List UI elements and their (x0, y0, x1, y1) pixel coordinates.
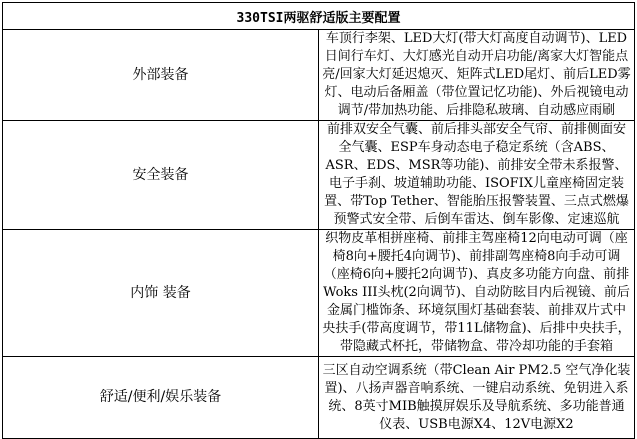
table-row-interior (3, 230, 635, 357)
table-title: 330TSI两驱舒适版主要配置 (3, 3, 635, 30)
category-interior: 内饰 装备 (3, 230, 319, 357)
content-exterior: 车顶行李架、LED大灯(带大灯高度自动调节)、LED日间行车灯、大灯感光自动开启功能/离家大灯智能点亮/回家大灯延迟熄灭、矩阵式LED尾灯、前后LED雾灯、电动后备厢盖（带位置记忆功能)、外后视镜电动调节/带加热功能、后排隐私玻璃、自动感应雨刷 (319, 30, 635, 121)
category-comfort: 舒适/便利/娱乐装备 (3, 357, 319, 439)
table-row-exterior (3, 30, 635, 121)
title-row (3, 3, 635, 30)
content-safety: 前排双安全气囊、前后排头部安全气帘、前排侧面安全气囊、ESP车身动态电子稳定系统（含ABS、ASR、EDS、MSR等功能)、前排安全带未系报警、电子手刹、坡道辅助功能、ISOFIX儿童座椅固定装置、带Top Tether、智能胎压报警装置、三点式燃爆预警式安全带、后倒车雷达、倒车影像、定速巡航 (319, 121, 635, 230)
table-row-comfort (3, 357, 635, 439)
spec-table-container (2, 2, 635, 432)
spec-table (2, 2, 635, 439)
content-interior: 织物皮革相拼座椅、前排主驾座椅12向电动可调（座椅8向+腰托4向调节)、前排副驾座椅8向手动可调（座椅6向+腰托2向调节)、真皮多功能方向盘、前排Woks III头枕(2向调节)、自动防眩目内后视镜、前后金属门槛饰条、环境氛围灯基础套装、前排双片式中央扶手(带高度调节，带11L储物盒)、后排中央扶手，带隐藏式杯托，带储物盒、带冷却功能的手套箱 (319, 230, 635, 357)
category-exterior: 外部装备 (3, 30, 319, 121)
content-comfort: 三区自动空调系统（带Clean Air PM2.5 空气净化装置)、八扬声器音响系统、一键启动系统、免钥进入系统、8英寸MIB触摸屏娱乐及导航系统、多功能普通仪表、USB电源X4、12V电源X2 (319, 357, 635, 439)
table-row-safety (3, 121, 635, 230)
category-safety: 安全装备 (3, 121, 319, 230)
